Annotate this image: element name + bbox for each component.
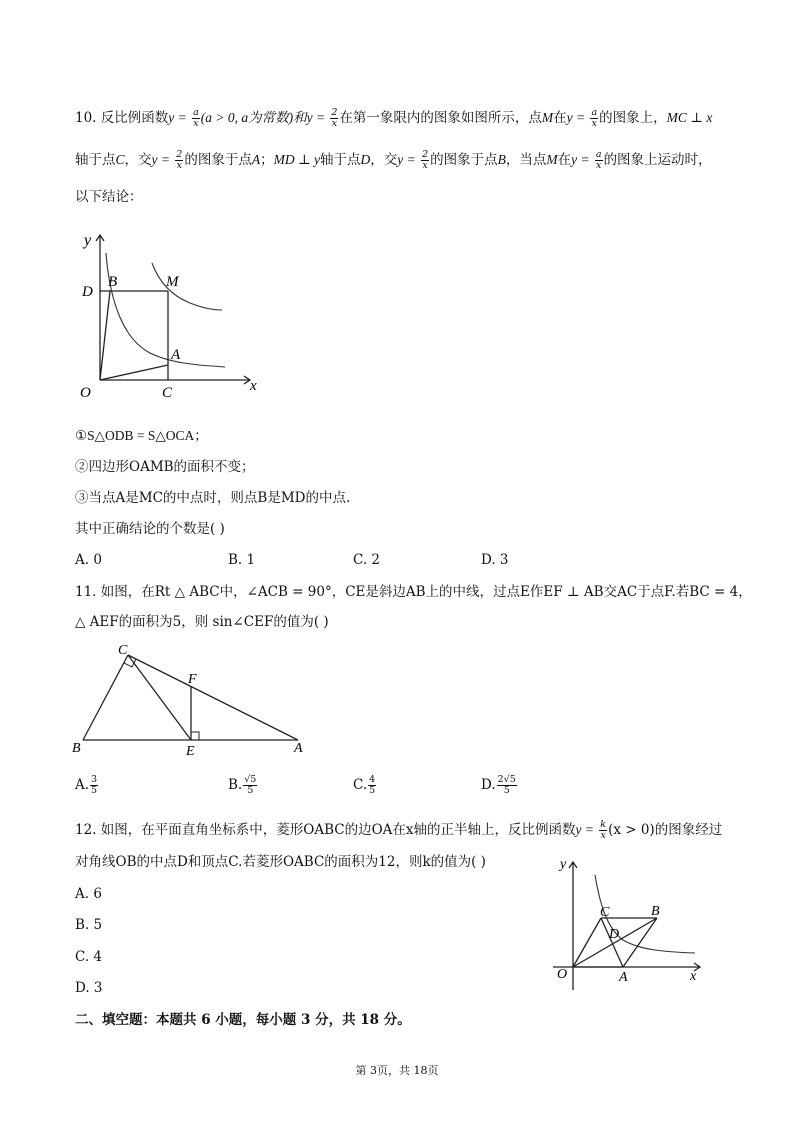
q11-option-b[interactable]: B. $\frac{√5}{5}$ [228,774,257,796]
q12-label-A: A [619,970,628,985]
q10-label-A: A [171,347,181,363]
q12-figure [545,850,715,1004]
q10-label-x: x [250,378,257,394]
q10-conclusion-3: ③当点A是MC的中点时，则点B是MD的中点. [75,490,351,506]
q12-option-d[interactable]: D. 3 [75,980,103,996]
q11-option-a[interactable]: A. $\frac{3}{5}$ [75,774,98,796]
q10-line-2: 轴于点C，交y = $\frac{2}{x}$ 的图象于点A；MD ⊥ y轴于点D，交y = $\frac{2}{x}$ 的图象于点B，当点M在y = $\frac{a}{x}$ 的图象上运动时， [75,149,712,171]
fraction-2-over-x: $\frac{2}{x}$ [331,107,338,129]
q11-option-c[interactable]: C. $\frac{4}{5}$ [353,774,376,796]
q10-line-3: 以下结论： [75,189,143,205]
fraction-2-over-x: $\frac{2}{x}$ [422,149,429,171]
q12-line-2: 对角线OB的中点D和顶点C.若菱形OABC的面积为12，则k的值为( ) [75,854,486,870]
q10-conclusion-2: ②四边形OAMB的面积不变； [75,459,255,475]
q12-label-D: D [609,927,620,942]
q12-option-c[interactable]: C. 4 [75,949,103,965]
q10-label-D: D [82,284,93,300]
q10-option-d[interactable]: D. 3 [481,552,509,568]
q10-label-O: O [80,385,91,401]
q12-line-1: 12. 如图，在平面直角坐标系中，菱形OABC的边OA在x轴的正半轴上，反比例函数y = $\frac{k}{x}$ (x > 0)的图象经过 [75,819,723,841]
fraction-a-over-x: $\frac{a}{x}$ [591,107,598,129]
q12-label-O: O [557,967,568,982]
q11-label-B: B [72,741,81,756]
page-footer: 第 3页，共 18页 [355,1064,439,1077]
q11-label-F: F [188,672,197,687]
q11-line-2: △ AEF的面积为5，则 sin∠CEF的值为( ) [75,614,329,630]
q10-option-a[interactable]: A. 0 [75,552,102,568]
q10-label-M: M [166,274,179,290]
fraction-a-over-x: $\frac{a}{x}$ [595,149,602,171]
q10-label-B: B [108,274,118,290]
fraction-a-over-x: $\frac{a}{x}$ [193,107,199,129]
q10-option-c[interactable]: C. 2 [353,552,381,568]
q12-label-y: y [560,857,567,872]
fraction-k-over-x: $\frac{k}{x}$ [600,819,607,841]
q11-label-A: A [294,741,303,756]
q10-ask: 其中正确结论的个数是( ) [75,521,225,537]
q10-label-C: C [162,385,173,401]
q12-option-b[interactable]: B. 5 [75,917,103,933]
q12-option-a[interactable]: A. 6 [75,886,102,902]
q12-label-C: C [600,905,610,920]
q11-line-1: 11. 如图，在Rt △ ABC中，∠ACB = 90°，CE是斜边AB上的中线，过点E作EF ⊥ AB交AC于点F.若BC = 4， [75,584,752,600]
q12-label-B: B [651,904,660,919]
q12-label-x: x [690,969,697,984]
q10-option-b[interactable]: B. 1 [228,552,256,568]
q11-label-C: C [118,643,128,658]
fraction-2-over-x: $\frac{2}{x}$ [176,149,183,171]
q11-option-d[interactable]: D. $\frac{2√5}{5}$ [481,774,516,796]
q11-figure [68,640,318,764]
q10-label-y: y [84,232,92,249]
q10-figure [70,225,280,414]
q10-line-1: 10. 反比例函数y = $\frac{a}{x}$ (a > 0, a为常数)和y = $\frac{2}{x}$ 在第一象限内的图象如图所示，点M在y = $\frac{a}{x}$ 的图象上，MC ⊥ x [75,107,713,129]
q10-conclusion-1: ①S△ODB = S△OCA； [75,428,208,443]
section-2-heading: 二、填空题：本题共 6 小题，每小题 3 分，共 18 分。 [75,1012,411,1028]
q11-label-E: E [186,744,195,759]
